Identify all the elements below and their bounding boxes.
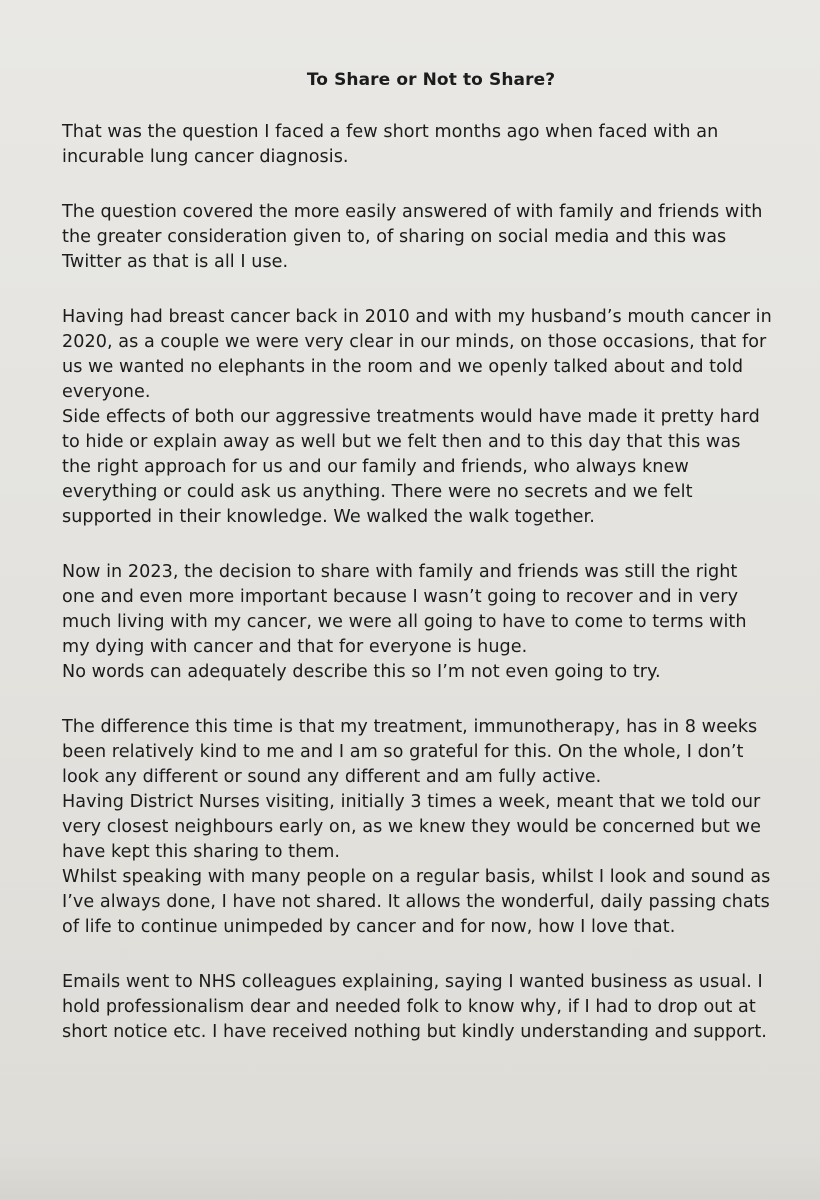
text-line: one and even more important because I wasn’t going to recover and in very [62, 587, 739, 607]
text-line: hold professionalism dear and needed folk to know why, if I had to drop out at [62, 997, 756, 1017]
text-line: Side effects of both our aggressive treatments would have made it pretty hard [62, 407, 760, 427]
paragraph [62, 560, 780, 685]
text-line: the greater consideration given to, of sharing on social media and this was [62, 227, 727, 247]
text-line: That was the question I faced a few short months ago when faced with an [62, 122, 719, 142]
text-line: Now in 2023, the decision to share with family and friends was still the right [62, 562, 738, 582]
text-line: supported in their knowledge. We walked the walk together. [62, 507, 595, 527]
text-line: Emails went to NHS colleagues explaining, saying I wanted business as usual. I [62, 972, 763, 992]
text-line: to hide or explain away as well but we felt then and to this day that this was [62, 432, 741, 452]
text-line: the right approach for us and our family and friends, who always knew [62, 457, 689, 477]
paragraph [62, 970, 780, 1045]
text-line: The difference this time is that my treatment, immunotherapy, has in 8 weeks [62, 717, 758, 737]
paragraph [62, 715, 780, 940]
text-line: very closest neighbours early on, as we knew they would be concerned but we [62, 817, 761, 837]
text-line: have kept this sharing to them. [62, 842, 341, 862]
text-line: short notice etc. I have received nothing but kindly understanding and support. [62, 1022, 767, 1042]
text-line: 2020, as a couple we were very clear in our minds, on those occasions, that for [62, 332, 767, 352]
document-title: To Share or Not to Share? [306, 70, 556, 90]
text-line: us we wanted no elephants in the room and we openly talked about and told [62, 357, 744, 377]
text-line: everyone. [62, 382, 151, 402]
text-line: of life to continue unimpeded by cancer and for now, how I love that. [62, 917, 676, 937]
text-line: Having District Nurses visiting, initially 3 times a week, meant that we told our [62, 792, 761, 812]
text-line: my dying with cancer and that for everyone is huge. [62, 637, 528, 657]
text-line: everything or could ask us anything. There were no secrets and we felt [62, 482, 693, 502]
paragraph [62, 120, 780, 170]
text-line: much living with my cancer, we were all going to have to come to terms with [62, 612, 747, 632]
document-body [62, 120, 780, 1045]
text-line: I’ve always done, I have not shared. It allows the wonderful, daily passing chats [62, 892, 770, 912]
text-line: Whilst speaking with many people on a regular basis, whilst I look and sound as [62, 867, 771, 887]
text-line: Having had breast cancer back in 2010 and with my husband’s mouth cancer in [62, 307, 772, 327]
paragraph [62, 305, 780, 530]
text-line: Twitter as that is all I use. [62, 252, 289, 272]
paragraph [62, 200, 780, 275]
text-line: incurable lung cancer diagnosis. [62, 147, 349, 167]
text-line: No words can adequately describe this so I’m not even going to try. [62, 662, 661, 682]
text-line: been relatively kind to me and I am so grateful for this. On the whole, I don’t [62, 742, 744, 762]
text-line: look any different or sound any different and am fully active. [62, 767, 602, 787]
text-line: The question covered the more easily answered of with family and friends with [62, 202, 763, 222]
